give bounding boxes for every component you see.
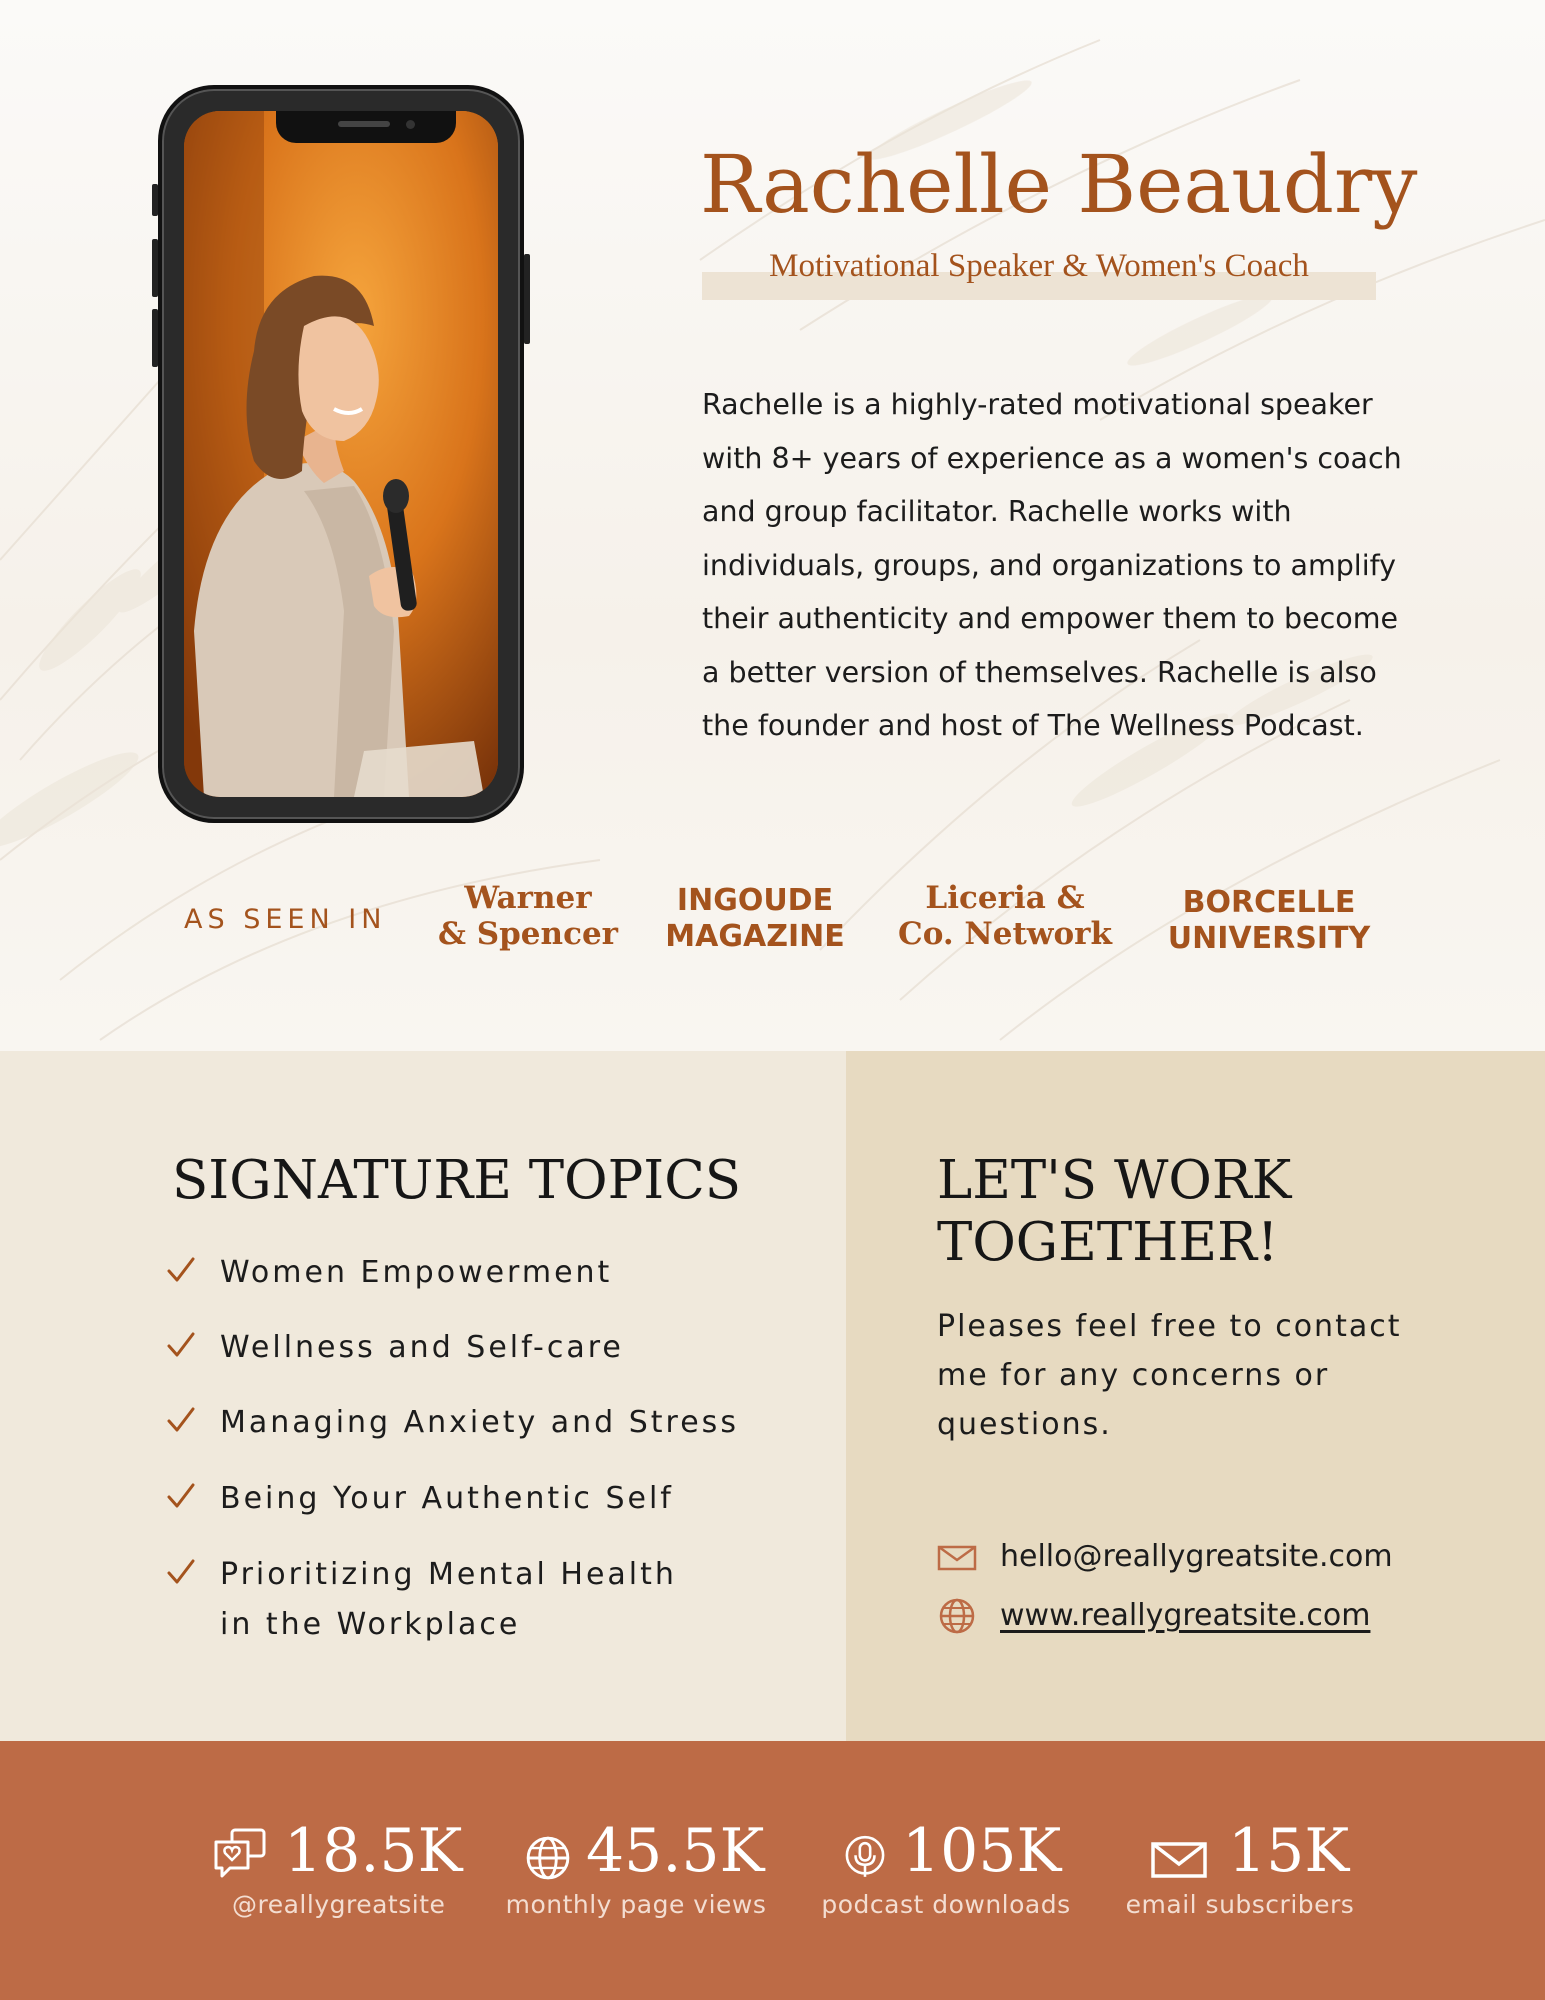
mail-icon — [937, 1539, 977, 1575]
topic-text — [220, 1550, 677, 1650]
phone-side-button — [152, 309, 158, 367]
as-seen-in-label: AS SEEN IN — [184, 904, 387, 935]
work-heading-line: LET'S WORK — [937, 1150, 1292, 1211]
stat-label: podcast downloads — [821, 1890, 1071, 1919]
logo-ingoude-magazine — [660, 883, 850, 955]
phone-speaker — [338, 121, 390, 127]
stat-value: 45.5K — [586, 1816, 765, 1886]
topic-line: Wellness and Self-care — [220, 1330, 624, 1365]
phone-screen — [184, 111, 498, 797]
website-contact[interactable] — [937, 1596, 1457, 1636]
speaker-bio: Rachelle is a highly-rated motivational speaker with 8+ years of experience as a women's coach and group facilitator. Rachelle works with individuals, groups, and organizations to amplify their authenticity and empower them to become a better version of themselves. Rachelle is also the founder and host of The Wellness Podcast. — [702, 388, 1402, 742]
speaker-photo — [184, 111, 498, 797]
logo-line: & Spencer — [437, 916, 619, 952]
logo-line: Co. Network — [898, 916, 1112, 952]
topic-item — [166, 1248, 786, 1308]
topic-line: Prioritizing Mental Health — [220, 1557, 677, 1592]
logo-line: BORCELLE — [1182, 885, 1356, 920]
logo-line: INGOUDE — [676, 883, 834, 918]
topic-text — [220, 1323, 624, 1373]
website-link[interactable]: www.reallygreatsite.com — [1000, 1598, 1371, 1633]
logo-liceria-network — [895, 880, 1115, 952]
logo-warner-spencer — [430, 880, 626, 952]
signature-topics-heading: SIGNATURE TOPICS — [172, 1150, 742, 1211]
topic-line: Being Your Authentic Self — [220, 1481, 674, 1516]
topic-item — [166, 1550, 786, 1660]
mail-icon — [1150, 1830, 1208, 1888]
topic-line: in the Workplace — [220, 1607, 521, 1642]
logo-line: UNIVERSITY — [1167, 921, 1371, 956]
social-icon — [212, 1826, 270, 1884]
topic-line: Women Empowerment — [220, 1255, 613, 1290]
phone-mockup — [158, 85, 524, 823]
speaker-name: Rachelle Beaudry — [700, 138, 1418, 231]
phone-notch — [276, 111, 456, 143]
logo-line: Warner — [464, 880, 592, 916]
checkmark-icon — [166, 1331, 196, 1361]
email-address[interactable]: hello@reallygreatsite.com — [1000, 1539, 1393, 1574]
logo-line: Liceria & — [925, 880, 1085, 916]
logo-line: MAGAZINE — [665, 919, 845, 954]
work-together-heading — [937, 1150, 1291, 1274]
globe-icon — [937, 1598, 977, 1634]
microphone-icon — [840, 1832, 890, 1882]
topic-text — [220, 1248, 612, 1298]
topic-item — [166, 1398, 786, 1458]
checkmark-icon — [166, 1482, 196, 1512]
stat-label: @reallygreatsite — [232, 1890, 446, 1919]
phone-camera — [406, 120, 415, 129]
email-contact[interactable] — [937, 1537, 1457, 1577]
work-heading-line: TOGETHER! — [937, 1212, 1279, 1273]
contact-invitation: Pleases feel free to contact me for any concerns or questions. — [937, 1309, 1402, 1442]
checkmark-icon — [166, 1256, 196, 1286]
stat-value: 105K — [902, 1816, 1062, 1886]
stat-value: 18.5K — [284, 1816, 463, 1886]
phone-side-button — [152, 239, 158, 297]
topic-line: Managing Anxiety and Stress — [220, 1405, 739, 1440]
stat-value: 15K — [1228, 1816, 1350, 1886]
topic-item — [166, 1474, 786, 1534]
stat-label: monthly page views — [505, 1890, 767, 1919]
stat-label: email subscribers — [1125, 1890, 1355, 1919]
checkmark-icon — [166, 1558, 196, 1588]
topic-text — [220, 1398, 739, 1448]
phone-side-button — [524, 254, 530, 344]
checkmark-icon — [166, 1406, 196, 1436]
topic-item — [166, 1323, 786, 1383]
logo-borcelle-university — [1155, 885, 1383, 957]
globe-icon — [524, 1834, 572, 1882]
speaker-subtitle: Motivational Speaker & Women's Coach — [769, 248, 1309, 284]
phone-side-button — [152, 184, 158, 216]
topic-text — [220, 1474, 674, 1524]
